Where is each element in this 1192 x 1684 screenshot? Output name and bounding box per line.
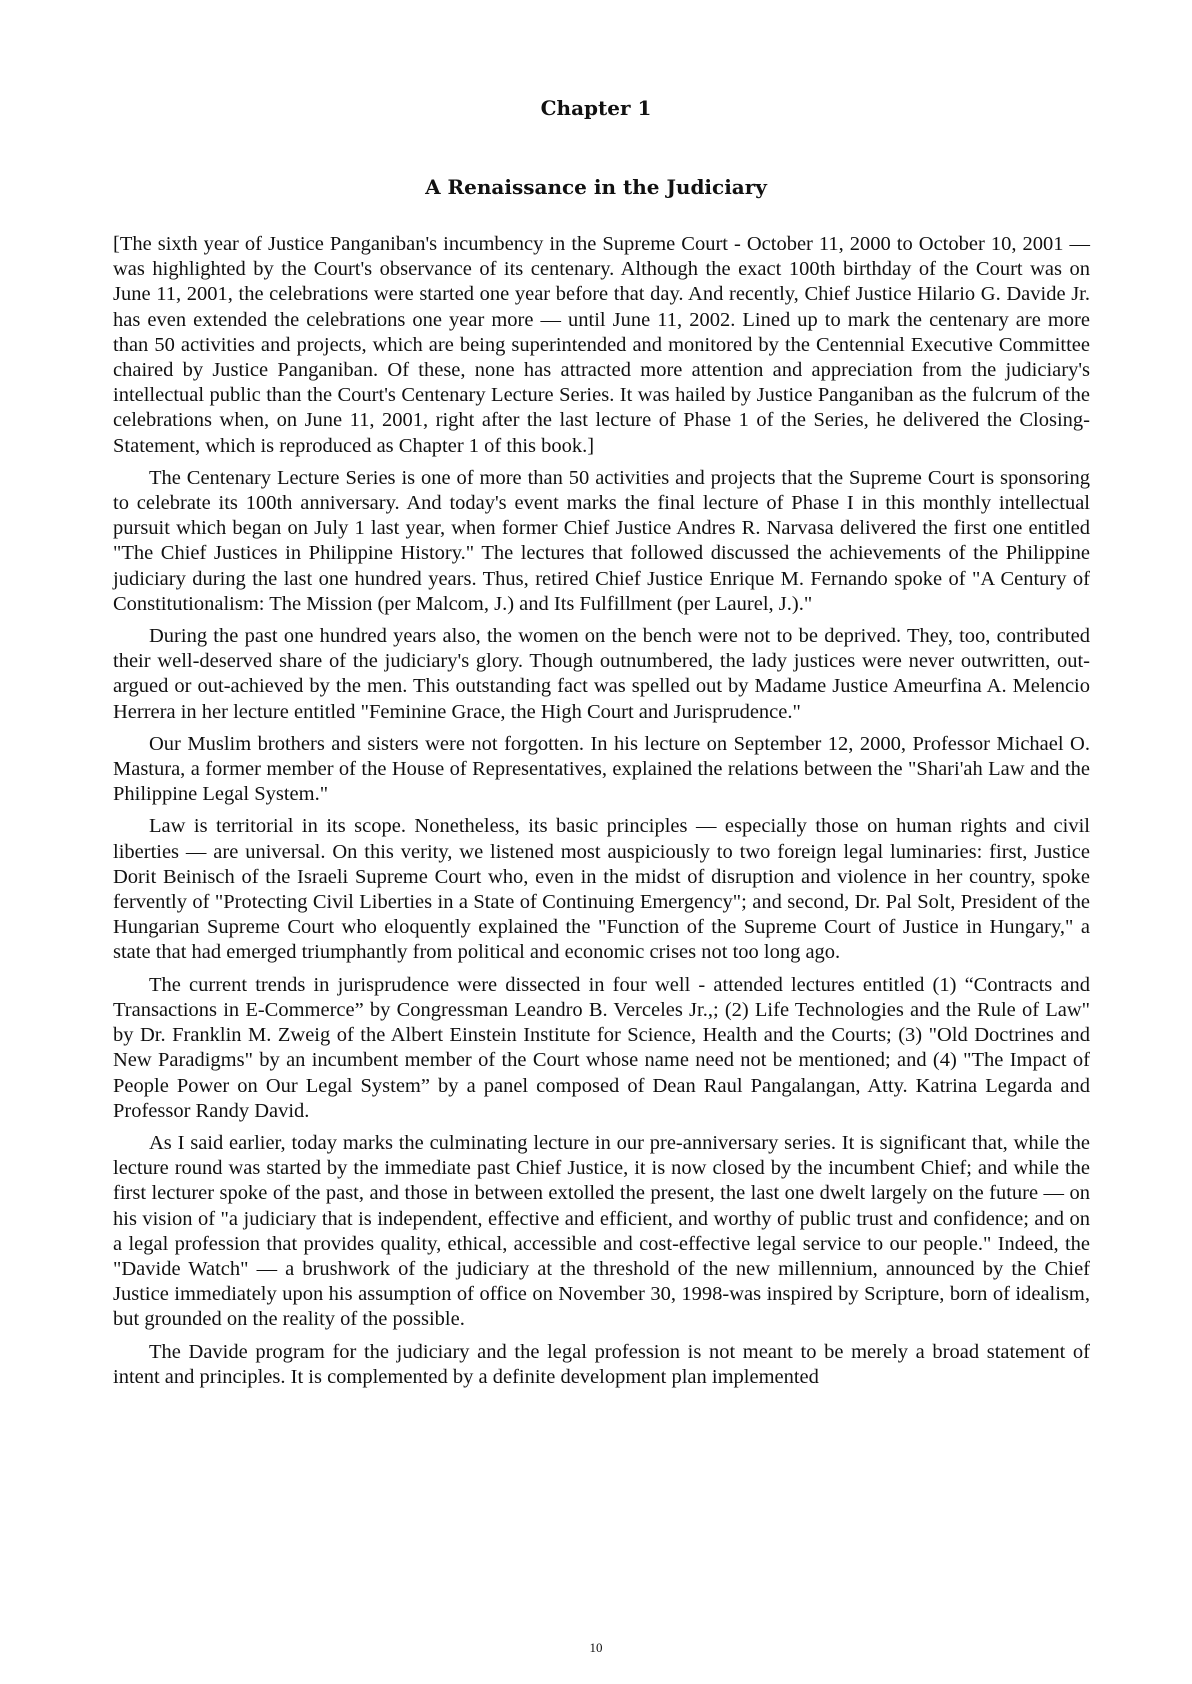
paragraph: The Centenary Lecture Series is one of more than 50 activities and projects that the Supreme Court is sponsoring to celebrate its 100th anniversary. And today's event marks the final lecture of Phase I in this monthly intellectual pursuit which began on July 1 last year, when former Chief Justice Andres R. Narvasa delivered the first one entitled "The Chief Justices in Philippine History." The lectures that followed discussed the achievements of the Philippine judiciary during the last one hundred years. Thus, retired Chief Justice Enrique M. Fernando spoke of "A Century of Constitutionalism: The Mission (per Malcom, J.) and Its Fulfillment (per Laurel, J.)." bbox=[113, 466, 1090, 615]
page-number: 10 bbox=[589, 1640, 603, 1655]
paragraph: Law is territorial in its scope. Nonetheless, its basic principles — especially those on human rights and civil liberties — are universal. On this verity, we listened most auspiciously to two foreign legal luminaries: first, Justice Dorit Beinisch of the Israeli Supreme Court who, even in the midst of disruption and violence in her country, spoke fervently of "Protecting Civil Liberties in a State of Continuing Emergency"; and second, Dr. Pal Solt, President of the Hungarian Supreme Court who eloquently explained the "Function of the Supreme Court of Justice in Hungary," a state that had emerged triumphantly from political and economic crises not too long ago. bbox=[113, 815, 1090, 964]
paragraph: Our Muslim brothers and sisters were not forgotten. In his lecture on September 12, 2000, Professor Michael O. Mastura, a former member of the House of Representatives, explained the relations between the "Shari'ah Law and the Philippine Legal System." bbox=[113, 732, 1090, 806]
paragraph: The current trends in jurisprudence were dissected in four well - attended lectures entitled (1) “Contracts and Transactions in E-Commerce” by Congressman Leandro B. Verceles Jr.,; (2) Life Technologies and the Rule of Law" by Dr. Franklin M. Zweig of the Albert Einstein Institute for Science, Health and the Courts; (3) "Old Doctrines and New Paradigms" by an incumbent member of the Court whose name need not be mentioned; and (4) "The Impact of People Power on Our Legal System” by a panel composed of Dean Raul Pangalangan, Atty. Katrina Legarda and Professor Randy David. bbox=[113, 973, 1090, 1122]
paragraph: The Davide program for the judiciary and the legal profession is not meant to be merely a broad statement of intent and principles. It is complemented by a definite development plan implemented bbox=[113, 1340, 1090, 1388]
body-text bbox=[113, 232, 1090, 1397]
chapter-title: A Renaissance in the Judiciary bbox=[425, 175, 767, 199]
paragraph: As I said earlier, today marks the culminating lecture in our pre-anniversary series. It is significant that, while the lecture round was started by the immediate past Chief Justice, it is now closed by the incumbent Chief; and while the first lecturer spoke of the past, and those in between extolled the present, the last one dwelt largely on the future — on his vision of "a judiciary that is independent, effective and efficient, and worthy of public trust and confidence; and on a legal profession that provides quality, ethical, accessible and cost-effective legal service to our people." Indeed, the "Davide Watch" — a brushwork of the judiciary at the threshold of the new millennium, announced by the Chief Justice immediately upon his assumption of office on November 30, 1998-was inspired by Scripture, born of idealism, but grounded on the reality of the possible. bbox=[113, 1131, 1090, 1331]
chapter-label: Chapter 1 bbox=[540, 96, 652, 120]
editorial-note-paragraph: [The sixth year of Justice Panganiban's incumbency in the Supreme Court - October 11, 2000 to October 10, 2001 — was highlighted by the Court's observance of its centenary. Although the exact 100th birthday of the Court was on June 11, 2001, the celebrations were started one year before that day. And recently, Chief Justice Hilario G. Davide Jr. has even extended the celebrations one year more — until June 11, 2002. Lined up to mark the centenary are more than 50 activities and projects, which are being superintended and monitored by the Centennial Executive Committee chaired by Justice Panganiban. Of these, none has attracted more attention and appreciation from the judiciary's intellectual public than the Court's Centenary Lecture Series. It was hailed by Justice Panganiban as the fulcrum of the celebrations when, on June 11, 2001, right after the last lecture of Phase 1 of the Series, he delivered the Closing-Statement, which is reproduced as Chapter 1 of this book.] bbox=[113, 233, 1090, 457]
paragraph: During the past one hundred years also, the women on the bench were not to be deprived. They, too, contributed their well-deserved share of the judiciary's glory. Though outnumbered, the lady justices were never outwritten, out-argued or out-achieved by the men. This outstanding fact was spelled out by Madame Justice Ameurfina A. Melencio Herrera in her lecture entitled "Feminine Grace, the High Court and Jurisprudence." bbox=[113, 625, 1090, 723]
